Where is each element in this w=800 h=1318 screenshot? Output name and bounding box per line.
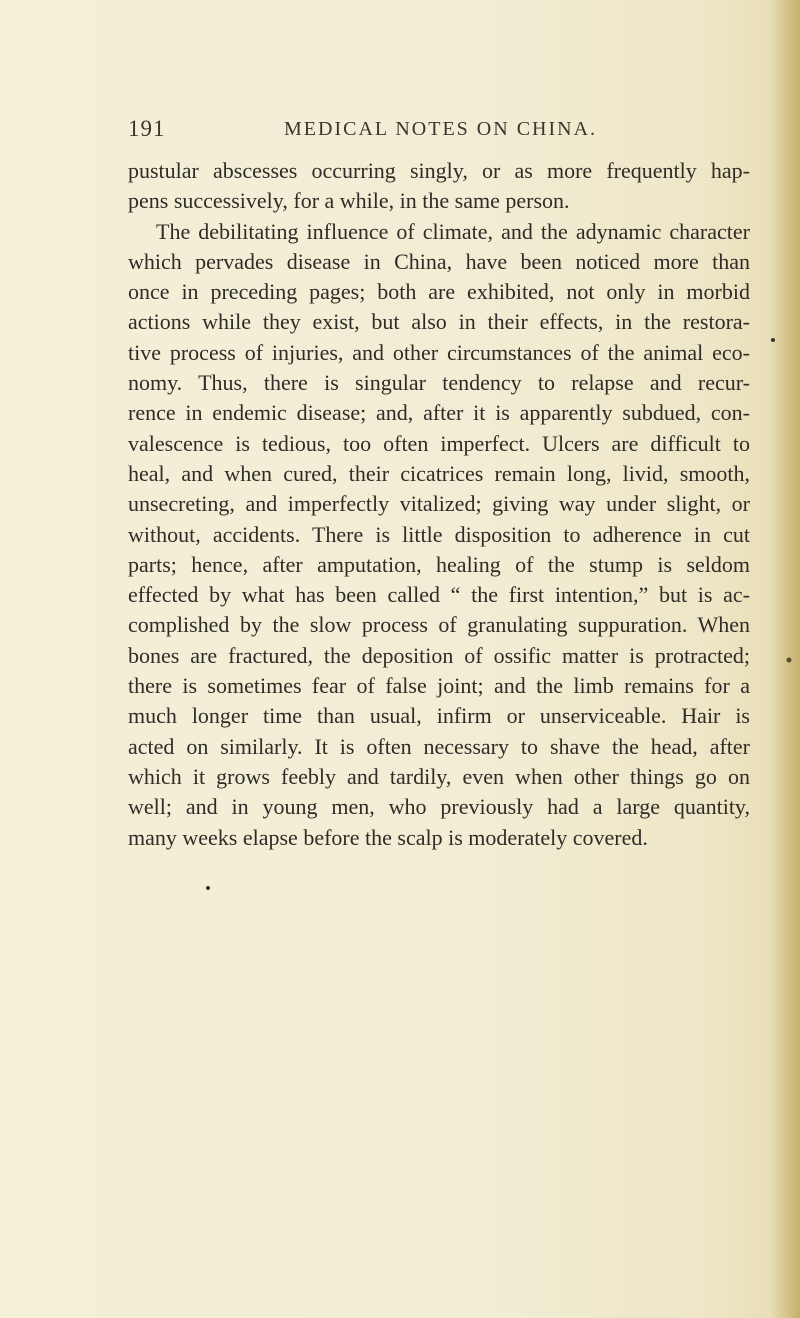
text-line: which it grows feebly and tardily, even when other things go on — [128, 763, 750, 789]
page-number: 191 — [128, 116, 166, 141]
text-line: acted on similarly. It is often necessary to shave the head, after — [128, 733, 750, 759]
text-line: well; and in young men, who previously had a large quantity, — [128, 794, 750, 820]
text-line: pens successively, for a while, in the same person. — [128, 188, 570, 214]
text-line: valescence is tedious, too often imperfect. Ulcers are difficult to — [128, 430, 750, 456]
text-line: rence in endemic disease; and, after it is apparently subdued, con- — [128, 400, 750, 426]
text-line: once in preceding pages; both are exhibited, not only in morbid — [128, 279, 750, 305]
text-line: effected by what has been called “ the first intention,” but is ac- — [128, 582, 750, 608]
text-line: bones are fractured, the deposition of ossific matter is protracted; — [128, 642, 750, 668]
text-line: parts; hence, after amputation, healing of the stump is seldom — [128, 551, 750, 577]
text-line: many weeks elapse before the scalp is moderately covered. — [128, 824, 648, 850]
text-line: actions while they exist, but also in their effects, in the restora- — [128, 309, 750, 335]
text-line: much longer time than usual, infirm or unserviceable. Hair is — [128, 703, 750, 729]
running-head: MEDICAL NOTES ON CHINA. — [284, 118, 598, 140]
text-line: which pervades disease in China, have been noticed more than — [128, 248, 750, 274]
page-edge-shadow — [770, 0, 800, 1318]
body-text — [128, 156, 750, 853]
text-line: pustular abscesses occurring singly, or as more frequently hap- — [128, 158, 750, 183]
text-line: heal, and when cured, their cicatrices remain long, livid, smooth, — [128, 460, 750, 486]
text-line: complished by the slow process of granulating suppuration. When — [128, 612, 750, 638]
page-header — [128, 116, 768, 146]
text-line: The debilitating influence of climate, and the adynamic character — [156, 218, 750, 244]
text-line: there is sometimes fear of false joint; and the limb remains for a — [128, 673, 750, 699]
text-line: nomy. Thus, there is singular tendency to relapse and recur- — [128, 370, 750, 396]
ink-speck — [206, 886, 210, 890]
text-line: without, accidents. There is little disposition to adherence in cut — [128, 521, 750, 547]
text-line: unsecreting, and imperfectly vitalized; giving way under slight, or — [128, 491, 750, 517]
text-line: tive process of injuries, and other circumstances of the animal eco- — [128, 339, 750, 365]
